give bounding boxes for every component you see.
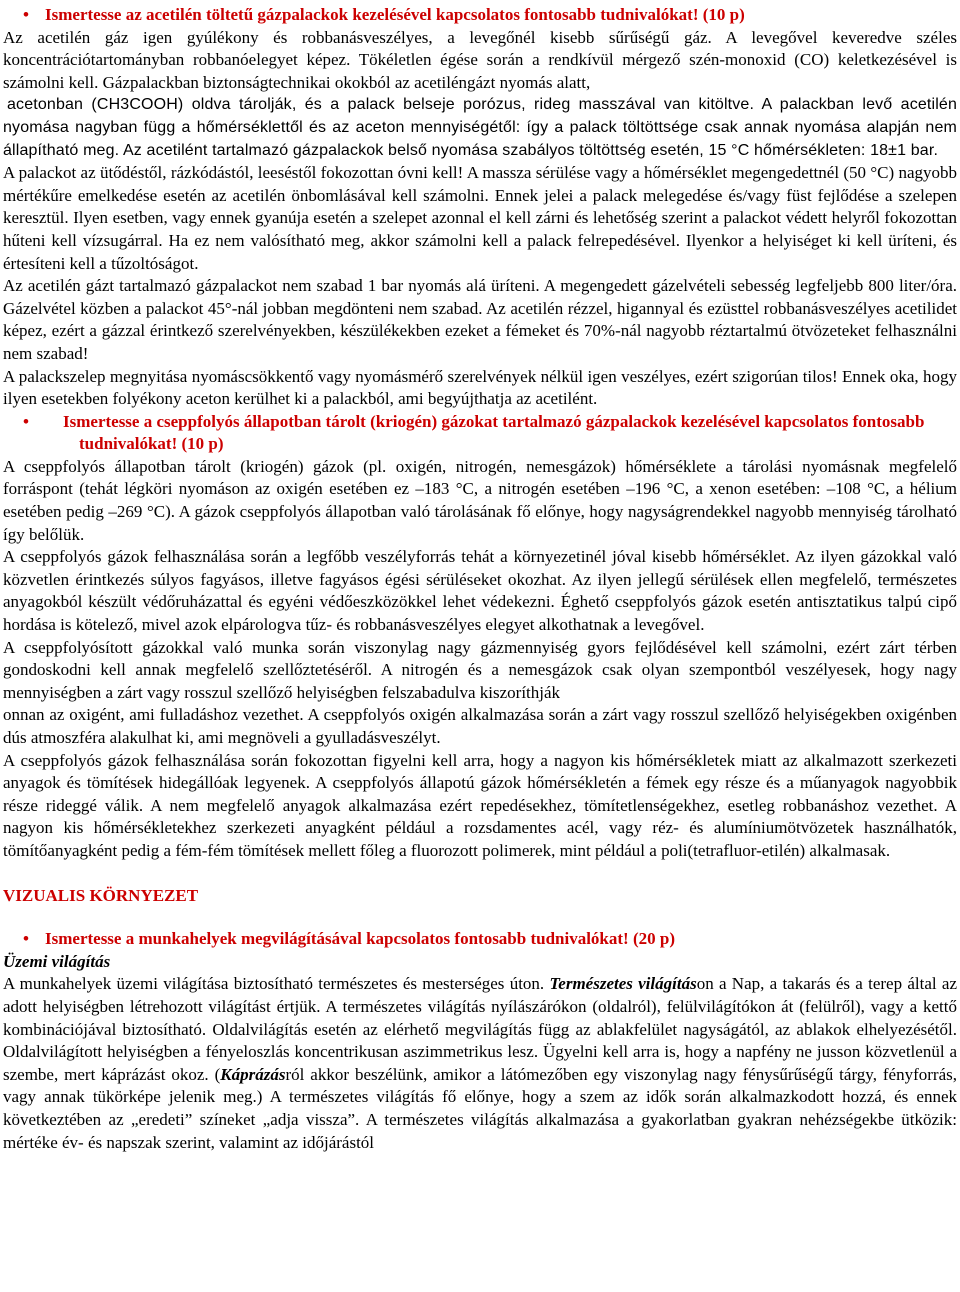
paragraph: A palackszelep megnyitása nyomáscsökkentő vagy nyomásmérő szerelvények nélkül igen veszélyes, ezért szigorúan tilos! Ennek oka, hogy ilyen esetekben folyékony aceton kerülhet ki a palackból, ami begyújthatja az acetilént.: [3, 366, 957, 409]
heading-text: Ismertesse a cseppfolyós állapotban tárolt (kriogén) gázokat tartalmazó gázpalackok kezelésével kapcsolatos fontosabb tudnivalókat! (10 p): [63, 411, 925, 454]
paragraph: Az acetilén gázt tartalmazó gázpalackot nem szabad 1 bar nyomás alá üríteni. A megengedett gázelvételi sebesség legfeljebb 800 liter/óra. Gázelvétel közben a palackot 45°-nál jobban megdönteni nem szabad. Az acetilén rézzel, higannyal és ezüsttel robbanásveszélyes acetilidet képez, ezért a gázzal érintkező szerelvényekben, készülékekben ezeket a fémeket és 70%-nál nagyobb réztartalmú ötvözeteket felhasználni nem szabad!: [3, 276, 957, 363]
subheading: Üzemi világítás: [3, 951, 111, 971]
bullet-icon: •: [23, 929, 29, 949]
section-heading-lighting: [3, 928, 957, 951]
section-title: VIZUALIS KÖRNYEZET: [3, 885, 199, 905]
paragraph-text: A munkahelyek üzemi világítása biztosítható természetes és mesterséges úton.: [3, 974, 545, 994]
paragraph-text: acetonban (CH3COOH) oldva tárolják, és a palack belseje porózus, rideg masszával van kitöltve. A palackban levő acetilén nyomása nagyban függ a hőmérséklettől és az aceton mennyiségétől: így a palack töltöttsége csak annak nyomása alapján nem állapítható meg. Az acetilént tartalmazó gázpalackok belső nyomása szabályos töltöttség esetén, 15 °C hőmérsékleten: 18±1 bar.: [3, 96, 957, 159]
term-emphasis: Káprázás: [220, 1064, 286, 1084]
paragraph-text: on a Nap, a takarás és a terep által az adott helyiségben létrehozott világítást értjük. A természetes világítás nyílászárókon (oldalról), felülvilágítókon át (felülről), vagy a kettő kombinációjával biztosítható. Oldalvilágítás esetén az elérhető megvilágítás függ az ablakfelület nagyságától, az ablakok elhelyezésétől. Oldalvilágított helyiségben a fényeloszlás koncentrikusan aszimmetrikus lesz. Ügyelni kell arra is, hogy a napfény ne jusson közvetlenül a szembe, mert káprázást okoz. (: [3, 974, 957, 1084]
section-heading-cryogenic: [3, 411, 957, 456]
heading-text: Ismertesse az acetilén töltetű gázpalackok kezelésével kapcsolatos fontosabb tudnivalókat! (10 p): [45, 5, 745, 24]
paragraph: A palackot az ütődéstől, rázkódástól, leeséstől fokozottan óvni kell! A massza sérülése vagy a hőmérséklet megengedettnél (50 °C) nagyobb mértékűre emelkedése esetén az acetilén önbomlásával kell számolni. Ennek jelei a palack melegedése és/vagy füst fejlődése a szelepen keresztül. Ilyen esetben, vagy ennek gyanúja esetén a szelepet azonnal el kell zárni és lehetőség szerint a palackot védett helyről fokozottan hűteni kell vízsugárral. Ha ez nem valósítható meg, akkor számolni kell a palack felrepedésével. Ilyenkor a helyiséget ki kell üríteni, és értesíteni kell a tűzoltóságot.: [3, 163, 957, 273]
bullet-icon: •: [23, 5, 29, 24]
paragraph: A cseppfolyós gázok felhasználása során a legfőbb veszélyforrás tehát a környezetinél jóval kisebb hőmérséklet. Az ilyen gázokkal való közvetlen érintkezés súlyos fagyásos, illetve fagyásos égési sérüléseket okozhat. Az ilyen jellegű sérülések ellen megfelelő, természetes anyagokból készült védőruházattal és egyéni védőeszközökkel lehet védekezni. Éghető cseppfolyós gázok esetén antisztatikus talpú cipő hordása is kötelező, mivel azok elpárologva tűz- és robbanásveszélyes elegyet alkothatnak a levegővel.: [3, 547, 957, 635]
paragraph-text: ról akkor beszélünk, amikor a látómezőben egy viszonylag nagy fénysűrűségű tárgy, fényforrás, vagy annak tükörképe jelenik meg.) A természetes világítás fő előnye, hogy a szem az idők során alkalmazkodott hozzá, és ennek következtében az „eredeti” színeket „adja vissza”. A természetes világítás alkalmazása a gyakorlatban gyakran nehézségekbe ütközik: mértéke év- és napszak szerint, valamint az időjárástól: [3, 1064, 957, 1152]
paragraph: [3, 94, 957, 162]
document-page: [3, 0, 957, 1154]
paragraph-text: Az acetilén gáz igen gyúlékony és robbanásveszélyes, a levegőnél kisebb sűrűségű gáz. A levegővel keveredve széles koncentrációtartományban robbanóelegyet képez. Tökéletlen égése során a rendkívül mérgező szén-monoxid (CO) keletkezésével is számolni kell. Gázpalackban biztonságtechnikai okokból az acetiléngázt nyomás alatt,: [3, 27, 957, 92]
paragraph: [3, 27, 957, 95]
paragraph: [3, 973, 957, 1154]
bullet-icon: •: [23, 411, 29, 431]
paragraph: A cseppfolyósított gázokkal való munka során viszonylag nagy gázmennyiség gyors fejlődésével kell számolni, ezért zárt térben gondoskodni kell annak megfelelő szellőztetéséről. A nitrogén és a nemesgázok csak olyan szempontból veszélyesek, hogy nagy mennyiségben a zárt vagy rosszul szellőző helyiségben felszabadulva kiszoríthják: [3, 637, 957, 702]
term-emphasis: Természetes világítás: [549, 974, 697, 994]
paragraph: A cseppfolyós gázok felhasználása során fokozottan figyelni kell arra, hogy a nagyon kis hőmérsékletek miatt az alkalmazott szerkezeti anyagok és tömítések hidegállóak legyenek. A cseppfolyós állapotú gázok hőmérsékletén a fémek egy része és a műanyagok nagyobbik része rideggé válik. A nem megfelelő anyagok alkalmazása ezért repedésekhez, tömítetlenségekhez, esetleg robbanáshoz vezethet. A nagyon kis hőmérsékletekhez szerkezeti anyagként például a rozsdamentes acél, vagy réz- és alumíniumötvözetek használhatók, tömítőanyagként pedig a fém-fém tömítések mellett főleg a fluorozott polimerek, mint például a poli(tetrafluor-etilén) alkalmasak.: [3, 750, 957, 860]
section-heading-acetylene: [3, 4, 957, 27]
paragraph: A cseppfolyós állapotban tárolt (kriogén) gázok (pl. oxigén, nitrogén, nemesgázok) hőmérséklete a tárolási nyomásnak megfelelő forráspont (tehát légköri nyomáson az oxigén esetében ez –183 °C, a nitrogén esetében –196 °C, a xenon esetében: –108 °C, a hélium esetében pedig –269 °C). A gázok cseppfolyós állapotban való tárolásának fő előnye, hogy nagyságrendekkel nagyobb mennyiség tárolható így belőlük.: [3, 456, 957, 544]
paragraph: onnan az oxigént, ami fulladáshoz vezethet. A cseppfolyós oxigén alkalmazása során a zárt vagy rosszul szellőző helyiségekben oxigénben dús atmoszféra alakulhat ki, ami megnöveli a gyulladásveszélyt.: [3, 705, 957, 747]
heading-text: Ismertesse a munkahelyek megvilágításával kapcsolatos fontosabb tudnivalókat! (20 p): [45, 929, 675, 949]
